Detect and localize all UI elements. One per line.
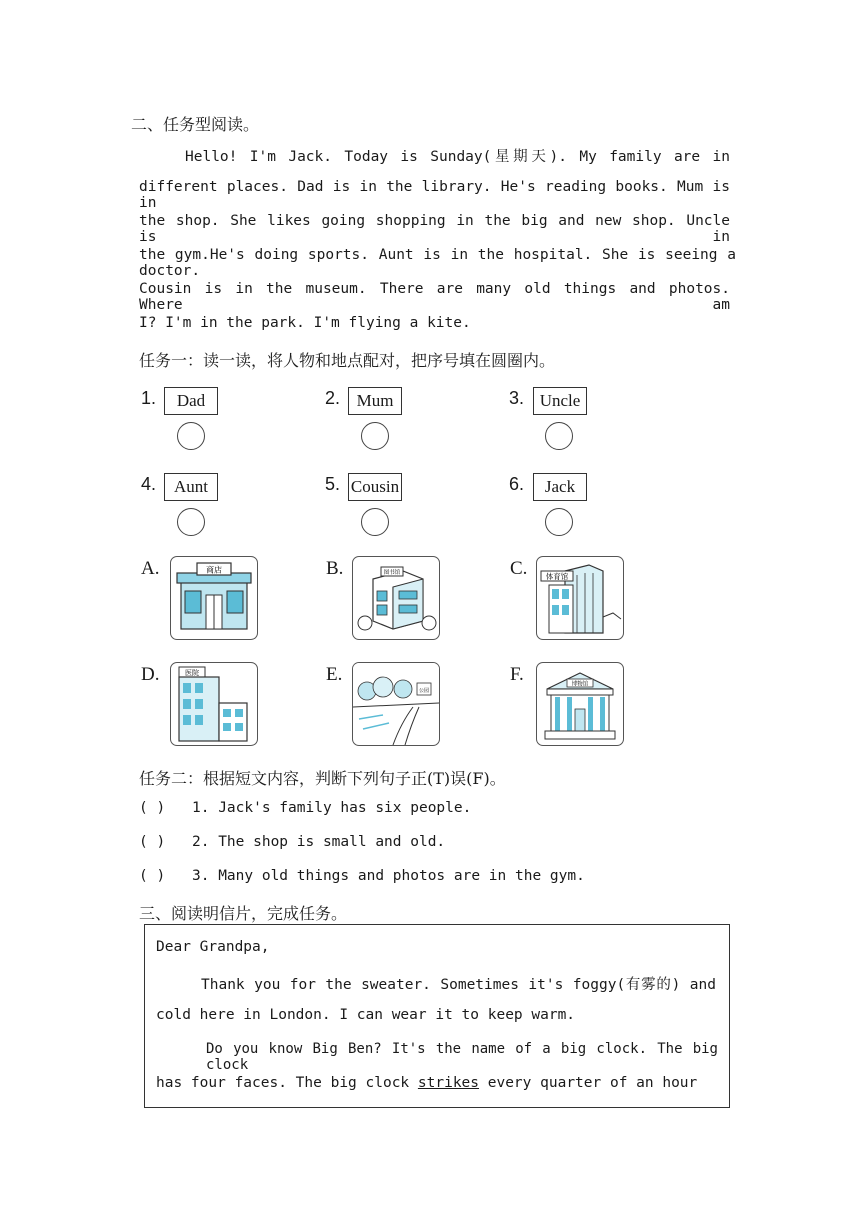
item-number: 5. bbox=[325, 474, 341, 494]
person-card-uncle: Uncle bbox=[533, 387, 587, 415]
place-letter: E. bbox=[326, 664, 343, 685]
tf-bracket[interactable]: ( ) bbox=[139, 834, 166, 850]
person-card-cousin: Cousin bbox=[348, 473, 402, 501]
shop-picture bbox=[170, 556, 258, 640]
person-card-aunt: Aunt bbox=[164, 473, 218, 501]
person-card-dad: Dad bbox=[164, 387, 218, 415]
tf-bracket[interactable]: ( ) bbox=[139, 868, 166, 884]
place-letter: D. bbox=[141, 664, 160, 685]
person-card-jack: Jack bbox=[533, 473, 587, 501]
person-card-mum: Mum bbox=[348, 387, 402, 415]
postcard-text: has four faces. The big clock bbox=[156, 1075, 418, 1091]
task2-instruction: 任务二：根据短文内容，判断下列句子正(T)误(F)。 bbox=[139, 769, 506, 788]
hospital-sign: 医院 bbox=[185, 669, 199, 677]
tf-statement: 2. The shop is small and old. bbox=[192, 834, 446, 850]
park-picture bbox=[352, 662, 440, 746]
tf-statement: 1. Jack's family has six people. bbox=[192, 800, 472, 816]
answer-circle[interactable] bbox=[545, 508, 573, 536]
gym-sign: 体育馆 bbox=[545, 572, 569, 581]
passage-line: I? I'm in the park. I'm flying a kite. bbox=[139, 315, 471, 331]
item-number: 4. bbox=[141, 474, 157, 494]
hospital-picture bbox=[170, 662, 258, 746]
answer-circle[interactable] bbox=[361, 422, 389, 450]
passage-line: Hello! I'm Jack. Today is Sunday(星期天). My family are in bbox=[185, 149, 730, 165]
passage-line: the shop. She likes going shopping in the big and new shop. Uncle is in bbox=[139, 213, 730, 245]
postcard-line: cold here in London. I can wear it to keep warm. bbox=[156, 1007, 576, 1023]
section-heading: 三、阅读明信片，完成任务。 bbox=[139, 904, 348, 923]
library-picture bbox=[352, 556, 440, 640]
item-number: 1. bbox=[141, 388, 157, 408]
tf-statement: 3. Many old things and photos are in the gym. bbox=[192, 868, 585, 884]
item-number: 6. bbox=[509, 474, 525, 494]
answer-circle[interactable] bbox=[361, 508, 389, 536]
gym-picture bbox=[536, 556, 624, 640]
passage-line: different places. Dad is in the library. He's reading books. Mum is in bbox=[139, 179, 730, 211]
place-letter: A. bbox=[141, 558, 160, 579]
place-letter: B. bbox=[326, 558, 344, 579]
item-number: 2. bbox=[325, 388, 341, 408]
postcard-line bbox=[156, 1075, 697, 1091]
answer-circle[interactable] bbox=[177, 508, 205, 536]
answer-circle[interactable] bbox=[177, 422, 205, 450]
item-number: 3. bbox=[509, 388, 525, 408]
museum-sign: 博物馆 bbox=[571, 681, 589, 688]
postcard-line: Thank you for the sweater. Sometimes it's foggy(有雾的) and bbox=[201, 977, 716, 993]
place-letter: F. bbox=[510, 664, 524, 685]
postcard-text: every quarter of an hour bbox=[479, 1075, 698, 1091]
library-sign: 图书馆 bbox=[383, 570, 401, 576]
task1-instruction: 任务一：读一读，将人物和地点配对，把序号填在圆圈内。 bbox=[139, 351, 556, 370]
passage-line: the gym.He's doing sports. Aunt is in the hospital. She is seeing a doctor. bbox=[139, 247, 736, 279]
section-heading: 二、任务型阅读。 bbox=[131, 115, 260, 134]
underlined-word: strikes bbox=[417, 1075, 480, 1091]
place-letter: C. bbox=[510, 558, 528, 579]
tf-bracket[interactable]: ( ) bbox=[139, 800, 166, 816]
passage-line: Cousin is in the museum. There are many old things and photos. Where am bbox=[139, 281, 730, 313]
answer-circle[interactable] bbox=[545, 422, 573, 450]
shop-sign: 商店 bbox=[206, 565, 222, 575]
park-sign: 公园 bbox=[418, 688, 430, 694]
museum-picture bbox=[536, 662, 624, 746]
postcard-line: Do you know Big Ben? It's the name of a big clock. The big clock bbox=[206, 1041, 718, 1073]
postcard-greeting: Dear Grandpa, bbox=[156, 939, 270, 955]
